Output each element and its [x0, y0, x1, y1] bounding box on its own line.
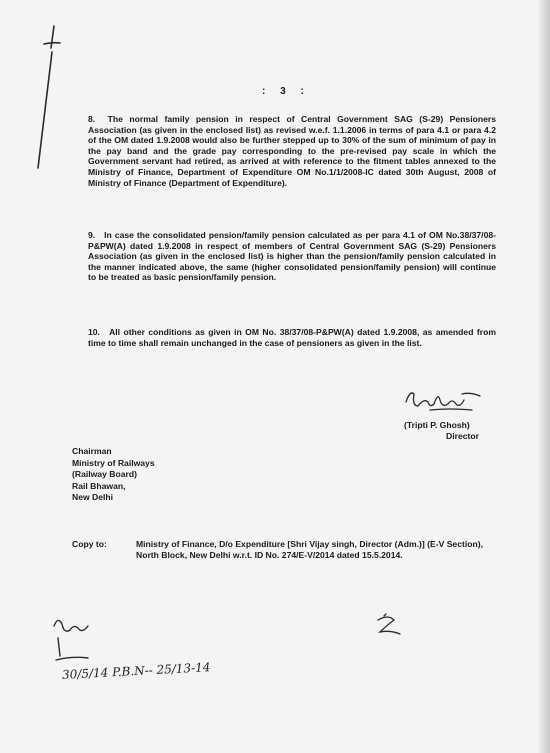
paragraph-number: 9.	[88, 230, 96, 240]
page-edge-shadow	[538, 0, 550, 753]
addressee-block	[72, 446, 155, 504]
director-signature	[400, 384, 490, 416]
paragraph-8	[88, 114, 496, 188]
paragraph-9	[88, 230, 496, 283]
paragraph-number: 10.	[88, 327, 100, 337]
copy-to-label: Copy to:	[72, 539, 107, 549]
handwritten-initials	[48, 612, 118, 672]
addressee-line: Chairman	[72, 446, 112, 456]
paragraph-number: 8.	[88, 114, 96, 124]
signatory-block	[404, 420, 479, 442]
addressee-line: Rail Bhawan,	[72, 480, 126, 491]
copy-to-text: Ministry of Finance, D/o Expenditure [Shri Vijay singh, Director (Adm.)] (E-V Section), North Block, New Delhi w.r.t. ID No. 274/E-V/2014 dated 15.5.2014.	[136, 539, 483, 560]
addressee-line: (Railway Board)	[72, 469, 137, 480]
signatory-name: (Tripti P. Ghosh)	[404, 420, 470, 430]
page-number: : 3 :	[262, 86, 310, 97]
addressee-line: Ministry of Railways	[72, 457, 155, 468]
handwritten-margin-mark	[30, 22, 70, 172]
paragraph-10	[88, 327, 496, 348]
addressee-line: New Delhi	[72, 492, 114, 503]
paragraph-text: All other conditions as given in OM No. 38/37/08-P&PW(A) dated 1.9.2008, as amended from time to time shall remain unchanged in the case of pensioners as given in the list.	[88, 327, 496, 348]
handwritten-file-note: 30/5/14 P.B.N-- 25/13-14	[61, 660, 211, 682]
signatory-designation: Director	[446, 431, 479, 441]
paragraph-text: The normal family pension in respect of Central Government SAG (S-29) Pensioners Association (as given in the enclosed list) as revised w.e.f. 1.1.2006 in terms of para 4.1 or para 4.2 of the OM dated 1.9.2008 would also be further stepped up to 30% of the sum of minimum of pay in the pay band and the grade pay corresponding to the pre-revised pay scale in which the Government servant had retired, as arrived at with reference to the fitment tables annexed to the Ministry of Finance, Department of Expenditure OM No.1/1/2008-IC dated 30th August, 2008 of Ministry of Finance (Department of Expenditure).	[88, 114, 496, 188]
paragraph-text: In case the consolidated pension/family pension calculated as per para 4.1 of OM No.38/37/08-P&PW(A) dated 1.9.2008 in respect of members of Central Government SAG (S-29) Pensioners Association (as given in the enclosed list) is higher than the pension/family pension calculated in the manner indicated above, the same (higher consolidated pension/family pension) will continue to be treated as basic pension/family pension.	[88, 230, 496, 283]
handwritten-mark	[372, 612, 406, 642]
